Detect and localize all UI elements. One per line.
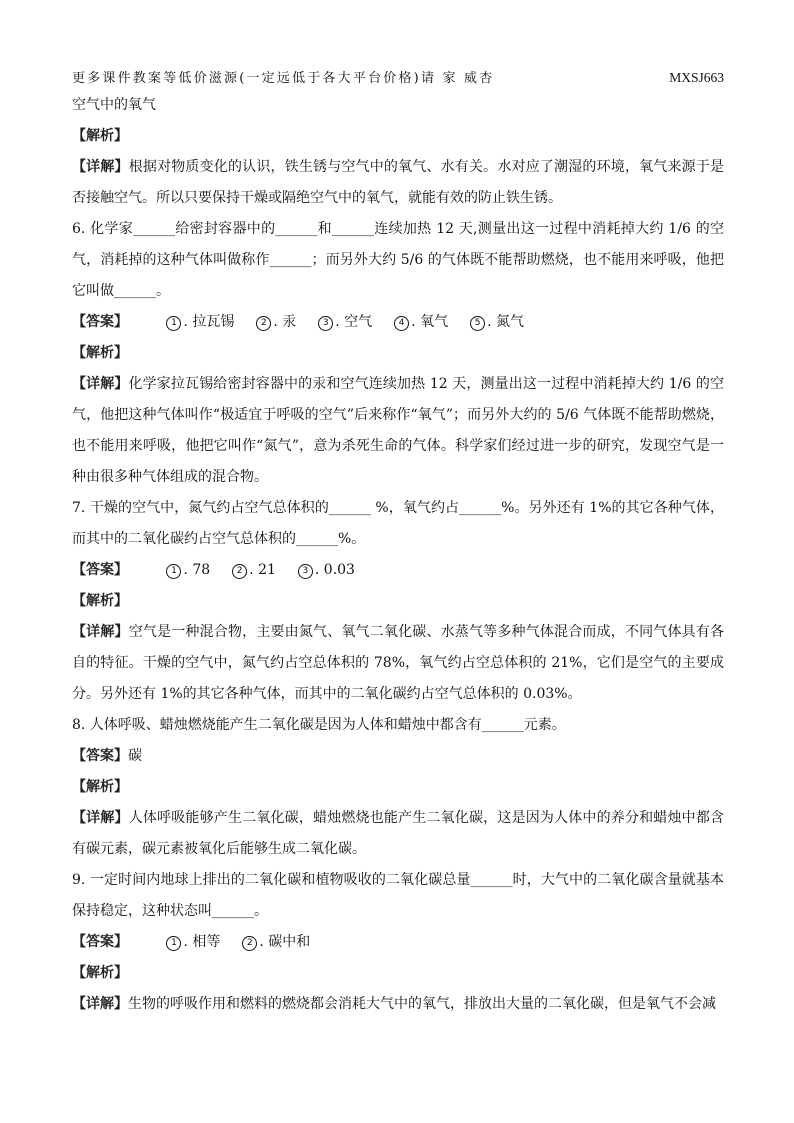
analysis-label: 【解析】 (72, 345, 128, 361)
answer-label: 【答案】 (72, 748, 128, 764)
q6-answer-row (72, 307, 724, 338)
detail-label: 【详解】 (72, 996, 128, 1012)
q8-answer: 碳 (128, 748, 142, 764)
circled-number-icon: 5 (470, 316, 485, 331)
header-promo-text: 更多课件教案等低价滋源(一定远低于各大平台价格)请 家 威杏 (72, 71, 495, 86)
detail-label: 【详解】 (72, 810, 129, 826)
q8-question: 8. 人体呼吸、蜡烛燃烧能产生二氧化碳是因为人体和蜡烛中都含有______元素。 (72, 717, 566, 733)
document-page (72, 66, 724, 1020)
circled-number-icon: 3 (298, 564, 313, 579)
answer-label: 【答案】 (72, 934, 128, 950)
circled-number-icon: 2 (232, 564, 247, 579)
q6-detail (72, 369, 724, 493)
detail-label: 【详解】 (72, 624, 129, 640)
q9-detail (72, 989, 724, 1020)
answer-option: 3 . 0.03 (298, 555, 355, 586)
circled-number-icon: 1 (166, 316, 181, 331)
q6-question: 6. 化学家______给密封容器中的______和______连续加热 12 天,测量出这一过程中消耗掉大约 1/6 的空气，消耗掉的这种气体叫做称作______；而另外大约 5/6 的气体既不能帮助燃烧，也不能用来呼吸，他把它叫做______。 (72, 221, 724, 299)
circled-number-icon: 4 (394, 316, 409, 331)
circled-number-icon: 2 (256, 316, 271, 331)
answer-option: 5 . 氮气 (470, 307, 524, 338)
q7-answers (132, 555, 355, 586)
q9-detail-text: 生物的呼吸作用和燃料的燃烧都会消耗大气中的氧气，排放出大量的二氧化碳，但是氧气不会减 (128, 996, 716, 1012)
detail-label: 【详解】 (72, 159, 129, 175)
answer-option: 1 . 相等 (166, 927, 220, 958)
answer-label: 【答案】 (72, 314, 128, 330)
answer-label: 【答案】 (72, 562, 128, 578)
q5-detail-text: 根据对物质变化的认识，铁生锈与空气中的氧气、水有关。水对应了潮湿的环境，氧气来源于是否接触空气。所以只要保持干燥或隔绝空气中的氧气，就能有效的防止铁生锈。 (72, 159, 725, 206)
header-code: MXSJ663 (669, 70, 724, 85)
q8-detail-text: 人体呼吸能够产生二氧化碳，蜡烛燃烧也能产生二氧化碳，这是因为人体中的养分和蜡烛中都含有碳元素，碳元素被氧化后能够生成二氧化碳。 (72, 810, 725, 857)
q7-detail (72, 617, 724, 710)
detail-label: 【详解】 (72, 376, 129, 392)
q8-detail (72, 803, 724, 865)
q9-answer-row (72, 927, 724, 958)
answer-option: 2 . 汞 (256, 307, 296, 338)
q6-answers (132, 307, 524, 338)
analysis-label: 【解析】 (72, 965, 128, 981)
answer-option: 2 . 21 (232, 555, 276, 586)
intro-line: 空气中的氧气 (72, 97, 156, 113)
q9-question: 9. 一定时间内地球上排出的二氧化碳和植物吸收的二氧化碳总量______时，大气中的二氧化碳含量就基本保持稳定，这种状态叫______。 (72, 872, 724, 919)
answer-option: 1 . 78 (166, 555, 210, 586)
q6-detail-text: 化学家拉瓦锡给密封容器中的汞和空气连续加热 12 天，测量出这一过程中消耗掉大约 1/6 的空气，他把这种气体叫作“极适宜于呼吸的空气”后来称作“氧气”；而另外大约的 5/6 气体既不能帮助燃烧，也不能用来呼吸，他把它叫作“氮气”，意为杀死生命的气体。科学家们经过进一步的研究，发现空气是一种由很多种气体组成的混合物。 (72, 376, 724, 485)
q7-question: 7. 干燥的空气中，氮气约占空气总体积的______ %，氧气约占______%。另外还有 1%的其它各种气体，而其中的二氧化碳约占空气总体积的______%。 (72, 500, 724, 547)
answer-option: 3 . 空气 (318, 307, 372, 338)
q5-detail (72, 152, 724, 214)
answer-option: 2 . 碳中和 (242, 927, 310, 958)
circled-number-icon: 1 (166, 936, 181, 951)
analysis-label: 【解析】 (72, 593, 128, 609)
q8-answer-row (72, 741, 724, 772)
circled-number-icon: 3 (318, 316, 333, 331)
analysis-label: 【解析】 (72, 779, 128, 795)
circled-number-icon: 2 (242, 936, 257, 951)
answer-option: 1 . 拉瓦锡 (166, 307, 234, 338)
q9-answers (132, 927, 310, 958)
q7-answer-row (72, 555, 724, 586)
circled-number-icon: 1 (166, 564, 181, 579)
analysis-label: 【解析】 (72, 128, 128, 144)
answer-option: 4 . 氧气 (394, 307, 448, 338)
q7-detail-text: 空气是一种混合物，主要由氮气、氧气二氧化碳、水蒸气等多种气体混合而成，不同气体具有各自的特征。干燥的空气中，氮气约占空总体积的 78%，氧气约占空总体积的 21%，它们是空气的主要成分。另外还有 1%的其它各种气体，而其中的二氧化碳约占空气总体积的 0.03%。 (72, 624, 725, 702)
page-header (72, 66, 724, 90)
